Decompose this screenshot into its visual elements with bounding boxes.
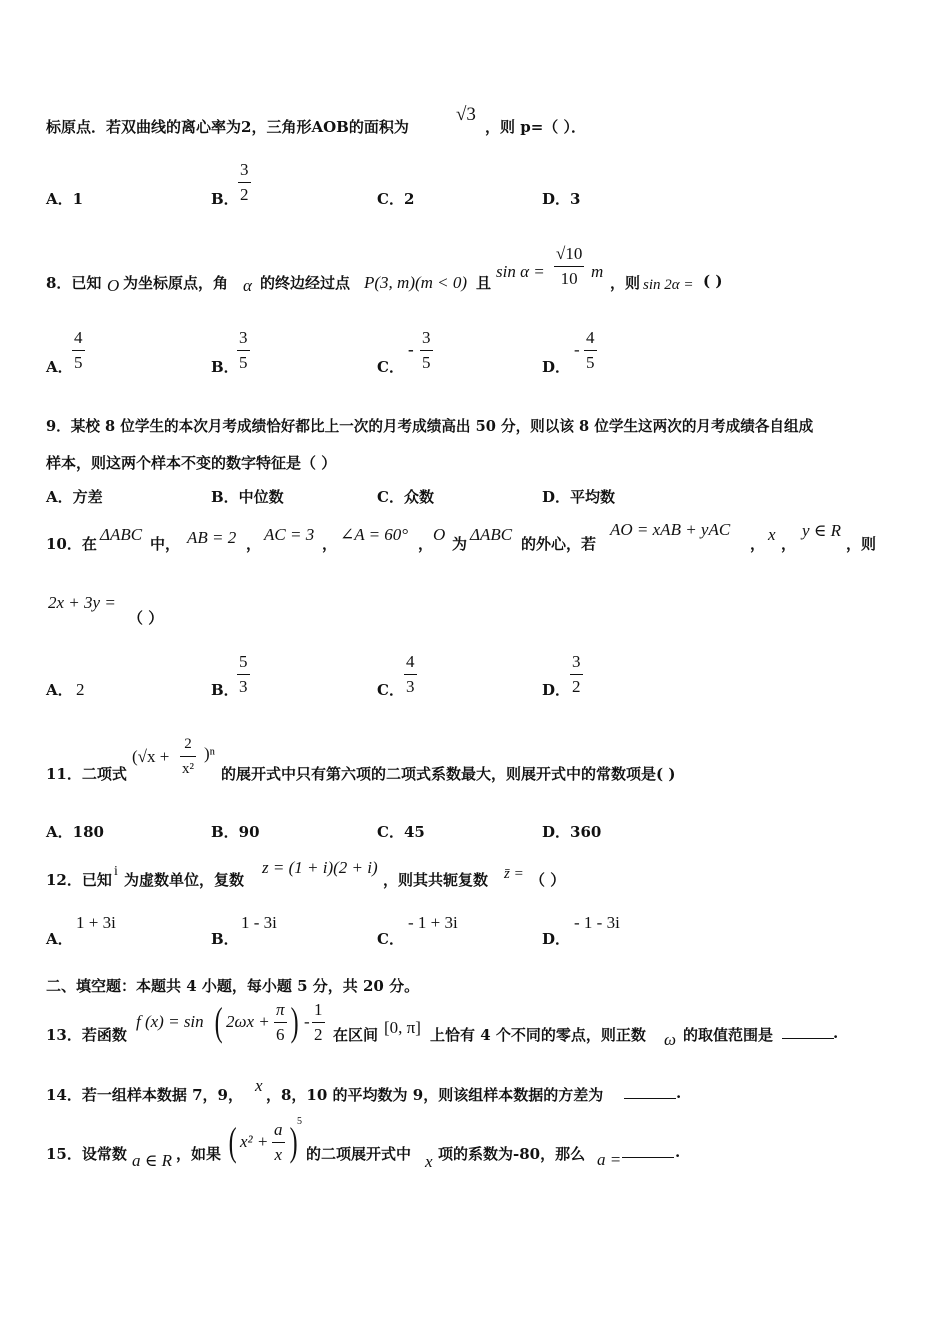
fraction-denominator: 5 bbox=[239, 353, 248, 372]
q8-option-a-label: A． bbox=[46, 358, 73, 376]
q10-option-c-label: C． bbox=[377, 681, 404, 699]
q8-sin2: sin 2α = bbox=[643, 277, 694, 293]
q13-t1: 在区间 bbox=[333, 1026, 379, 1044]
q10-t1: 中， bbox=[150, 535, 181, 553]
fraction-bar bbox=[584, 350, 597, 351]
q12-option-c-value: - 1 + 3i bbox=[408, 913, 458, 932]
q11-open: (√x + bbox=[132, 747, 170, 766]
q12-option-a-value: 1 + 3i bbox=[76, 913, 116, 932]
q8-option-d-label: D． bbox=[542, 358, 571, 376]
q8-t3: 且 bbox=[476, 274, 492, 292]
fraction-denominator: x² bbox=[182, 761, 194, 777]
q10-option-a-value: 2 bbox=[76, 680, 85, 699]
q10-option-c-fraction bbox=[404, 652, 417, 697]
fraction-bar bbox=[180, 756, 196, 757]
q10-c3: ， bbox=[418, 535, 434, 553]
q10-t2: 为 bbox=[452, 535, 468, 553]
q14-t2: ，8，10 的平均数为 9，则该组样本数据的方差为 bbox=[266, 1086, 604, 1104]
q12-t2: ，则其共轭复数 bbox=[383, 871, 489, 889]
q13-t3: 的取值范围是 bbox=[683, 1026, 774, 1044]
fraction-bar bbox=[237, 350, 250, 351]
q8-option-b-fraction bbox=[237, 328, 250, 373]
q12-option-b-value: 1 - 3i bbox=[241, 913, 277, 932]
fraction-denominator: 5 bbox=[422, 353, 431, 372]
q13-minus: - bbox=[304, 1012, 310, 1031]
q9-line1: 9．某校 8 位学生的本次月考成绩恰好都比上一次的月考成绩高出 50 分，则以该 8 位学生这两次的月考成绩各自组成 bbox=[46, 418, 814, 435]
q7-option-a: A．1 bbox=[46, 190, 84, 208]
q8-option-d-sign: - bbox=[574, 340, 580, 359]
fraction-denominator: 5 bbox=[586, 353, 595, 372]
q8-t2: 的终边经过点 bbox=[260, 274, 351, 292]
q13-half-fraction bbox=[312, 1000, 325, 1045]
q12-z-expression: z = (1 + i)(2 + i) bbox=[262, 858, 378, 877]
q11-option-b: B．90 bbox=[211, 823, 260, 841]
q11-fraction bbox=[180, 734, 196, 779]
q8-option-c-label: C． bbox=[377, 358, 404, 376]
q10-c2: ， bbox=[322, 535, 338, 553]
q14-end: . bbox=[676, 1084, 682, 1102]
q12-i: i bbox=[114, 864, 118, 879]
q10-option-a-label: A． bbox=[46, 681, 73, 699]
q10-vector-eq: AO = xAB + yAC bbox=[610, 520, 731, 539]
q8-alpha: α bbox=[243, 276, 252, 295]
fraction-numerator: 3 bbox=[572, 652, 581, 671]
fraction-numerator: 3 bbox=[240, 160, 249, 179]
q7-option-c: C．2 bbox=[377, 190, 415, 208]
fraction-bar bbox=[312, 1022, 325, 1023]
fraction-denominator: 2 bbox=[572, 677, 581, 696]
q15-a-in-r: a ∈ R bbox=[132, 1151, 172, 1170]
q13-open-paren: ( bbox=[214, 999, 223, 1044]
q14-t1: 14．若一组样本数据 7，9， bbox=[46, 1086, 243, 1104]
fraction-denominator: 2 bbox=[240, 185, 249, 204]
q7-option-b-label: B． bbox=[211, 190, 239, 208]
q15-open-paren: ( bbox=[228, 1119, 237, 1164]
q10-y-in-r: y ∈ R bbox=[802, 521, 842, 540]
q10-t4: ，则 bbox=[846, 535, 877, 553]
q10-c4: ， bbox=[750, 535, 766, 553]
q9-option-b: B．中位数 bbox=[211, 488, 284, 506]
q8-label: 8．已知 bbox=[46, 274, 102, 292]
q15-t3: 项的系数为-80，那么 bbox=[438, 1145, 586, 1163]
fraction-bar bbox=[272, 1142, 285, 1143]
q8-option-b-label: B． bbox=[211, 358, 239, 376]
fraction-numerator: 1 bbox=[314, 1000, 323, 1019]
q15-end: . bbox=[675, 1143, 681, 1161]
q12-option-a-label: A． bbox=[46, 930, 73, 948]
fraction-numerator: √10 bbox=[556, 244, 583, 263]
q12-t3: （ ） bbox=[530, 871, 566, 889]
q13-t2: 上恰有 4 个不同的零点，则正数 bbox=[430, 1026, 646, 1044]
fraction-bar bbox=[404, 674, 417, 675]
fraction-numerator: 3 bbox=[239, 328, 248, 347]
q9-option-a: A．方差 bbox=[46, 488, 103, 506]
q10-ac: AC = 3 bbox=[264, 525, 315, 544]
q8-option-c-sign: - bbox=[408, 340, 414, 359]
q15-t2: 的二项展开式中 bbox=[306, 1145, 412, 1163]
q9-option-d: D．平均数 bbox=[542, 488, 616, 506]
q7-sqrt3: √3 bbox=[456, 104, 476, 125]
q15-x2: x² + bbox=[240, 1132, 269, 1151]
fraction-numerator: a bbox=[274, 1120, 283, 1139]
q11-option-c: C．45 bbox=[377, 823, 425, 841]
q10-c5: ， bbox=[781, 535, 797, 553]
fraction-numerator: 3 bbox=[422, 328, 431, 347]
q8-t4: ，则 bbox=[610, 274, 641, 292]
q7-option-d: D．3 bbox=[542, 190, 581, 208]
q15-answer-blank[interactable] bbox=[622, 1143, 674, 1158]
fraction-denominator: 6 bbox=[276, 1025, 285, 1044]
q10-ab: AB = 2 bbox=[187, 528, 237, 547]
q13-omega: ω bbox=[664, 1030, 677, 1049]
q10-label: 10．在 bbox=[46, 535, 97, 553]
q14-answer-blank[interactable] bbox=[624, 1084, 676, 1099]
q10-triangle-2: ΔABC bbox=[470, 525, 513, 544]
q10-paren: （ ） bbox=[128, 609, 164, 627]
fraction-numerator: 5 bbox=[239, 652, 248, 671]
q13-close-paren: ) bbox=[290, 999, 299, 1044]
q10-t3: 的外心，若 bbox=[521, 535, 597, 553]
fraction-denominator: x bbox=[274, 1145, 283, 1164]
q11-text: 的展开式中只有第六项的二项式系数最大，则展开式中的常数项是( ) bbox=[221, 765, 676, 783]
q13-answer-blank[interactable] bbox=[782, 1024, 834, 1039]
q9-line2: 样本，则这两个样本不变的数字特征是（ ） bbox=[46, 454, 337, 472]
q8-m: m bbox=[591, 262, 604, 281]
q10-option-b-fraction bbox=[237, 652, 250, 697]
q10-triangle-1: ΔABC bbox=[100, 525, 143, 544]
q15-label: 15．设常数 bbox=[46, 1145, 127, 1163]
fraction-bar bbox=[420, 350, 433, 351]
fraction-denominator: 3 bbox=[239, 677, 248, 696]
q10-x: x bbox=[768, 525, 776, 544]
q13-f: f (x) = sin bbox=[136, 1012, 204, 1031]
q8-option-d-fraction bbox=[584, 328, 597, 373]
q15-t1: ，如果 bbox=[176, 1145, 222, 1163]
q8-t5: ( ) bbox=[703, 272, 723, 290]
q14-x: x bbox=[255, 1076, 263, 1095]
q11-option-a: A．180 bbox=[46, 823, 104, 841]
q12-t1: 为虚数单位，复数 bbox=[124, 871, 245, 889]
q7-option-b-fraction bbox=[238, 160, 251, 205]
q13-label: 13．若函数 bbox=[46, 1026, 127, 1044]
q10-option-d-fraction bbox=[570, 652, 583, 697]
q13-pi-fraction bbox=[274, 1000, 287, 1045]
q7-text-post: ，则 p=（ ）． bbox=[485, 118, 587, 136]
q12-option-d-label: D． bbox=[542, 930, 571, 948]
fraction-bar bbox=[237, 674, 250, 675]
fraction-bar bbox=[554, 266, 584, 267]
q10-option-b-label: B． bbox=[211, 681, 239, 699]
fraction-numerator: 2 bbox=[184, 736, 192, 752]
q12-option-d-value: - 1 - 3i bbox=[574, 913, 620, 932]
q10-angle: ∠A = 60° bbox=[340, 525, 409, 544]
q13-end: . bbox=[833, 1024, 839, 1042]
q15-exponent: 5 bbox=[297, 1116, 302, 1127]
q7-text bbox=[46, 116, 409, 137]
q10-expression: 2x + 3y = bbox=[48, 593, 116, 612]
section-2-title: 二、填空题：本题共 4 小题，每小题 5 分，共 20 分。 bbox=[46, 977, 420, 995]
q11-option-d: D．360 bbox=[542, 823, 602, 841]
fraction-numerator: 4 bbox=[586, 328, 595, 347]
fraction-denominator: 10 bbox=[560, 269, 578, 288]
fraction-numerator: 4 bbox=[74, 328, 83, 347]
q10-option-d-label: D． bbox=[542, 681, 571, 699]
q15-a-eq: a = bbox=[597, 1150, 622, 1169]
q8-option-a-fraction bbox=[72, 328, 85, 373]
q12-z-conjugate: z̄ = bbox=[504, 866, 524, 882]
fraction-bar bbox=[274, 1022, 287, 1023]
q8-sin-fraction bbox=[554, 244, 584, 289]
q15-a-over-x bbox=[272, 1120, 285, 1165]
q9-option-c: C．众数 bbox=[377, 488, 434, 506]
fraction-denominator: 3 bbox=[406, 677, 415, 696]
q10-c1: ， bbox=[246, 535, 262, 553]
q13-interval: [0, π] bbox=[384, 1018, 421, 1037]
q10-o: O bbox=[433, 525, 446, 544]
q8-t1: 为坐标原点，角 bbox=[123, 274, 229, 292]
q11-close: )ⁿ bbox=[204, 744, 216, 763]
fraction-denominator: 2 bbox=[314, 1025, 323, 1044]
q8-sin: sin α = bbox=[496, 262, 545, 281]
q7-text-pre: 标原点．若双曲线的离心率为2，三角形AOB的面积为 bbox=[46, 118, 409, 136]
q12-option-c-label: C． bbox=[377, 930, 404, 948]
q15-x: x bbox=[425, 1152, 433, 1171]
fraction-bar bbox=[72, 350, 85, 351]
fraction-bar bbox=[570, 674, 583, 675]
fraction-numerator: 4 bbox=[406, 652, 415, 671]
fraction-numerator: π bbox=[276, 1000, 285, 1019]
q15-close-paren: ) bbox=[289, 1119, 298, 1164]
q12-option-b-label: B． bbox=[211, 930, 239, 948]
q8-option-c-fraction bbox=[420, 328, 433, 373]
q8-o: O bbox=[107, 276, 120, 295]
fraction-bar bbox=[238, 182, 251, 183]
q13-inner: 2ωx + bbox=[226, 1012, 270, 1031]
q11-label: 11．二项式 bbox=[46, 765, 127, 783]
q12-label: 12．已知 bbox=[46, 871, 112, 889]
fraction-denominator: 5 bbox=[74, 353, 83, 372]
q8-point: P(3, m)(m < 0) bbox=[364, 273, 468, 292]
